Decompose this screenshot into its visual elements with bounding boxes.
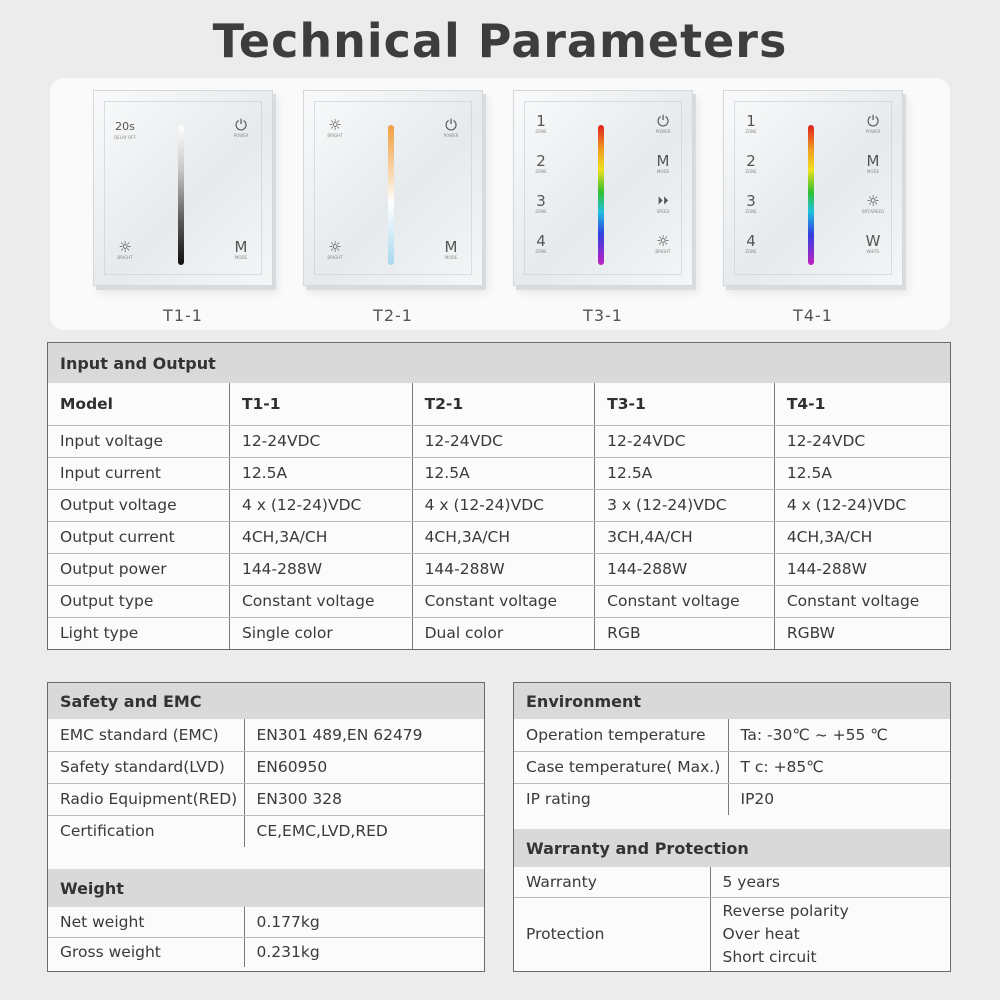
table-cell: CE,EMC,LVD,RED bbox=[244, 815, 484, 847]
table-cell: 0.231kg bbox=[244, 937, 484, 967]
row-label: Certification bbox=[60, 822, 155, 841]
product-panel-t2 bbox=[303, 90, 483, 286]
table-row bbox=[514, 719, 950, 751]
product-label-t1: T1-1 bbox=[163, 306, 203, 325]
environment-warranty-section bbox=[513, 682, 951, 972]
product-label-t2: T2-1 bbox=[373, 306, 413, 325]
table-cell: 0.177kg bbox=[244, 907, 484, 937]
mode-button: M MODE bbox=[866, 152, 880, 174]
table-row bbox=[48, 815, 484, 847]
table-cell: EN301 489,EN 62479 bbox=[244, 719, 484, 751]
table-row bbox=[48, 457, 950, 489]
table-row bbox=[48, 751, 484, 783]
timer-button: 20s DELAY OFF bbox=[114, 120, 136, 140]
table-cell: 4 x (12-24)VDC bbox=[229, 489, 412, 521]
mode-button: M MODE bbox=[656, 152, 670, 174]
protection-list bbox=[710, 897, 950, 971]
table-cell: 4 x (12-24)VDC bbox=[412, 489, 595, 521]
table-cell: 3CH,4A/CH bbox=[595, 521, 775, 553]
row-label: Input voltage bbox=[48, 425, 229, 457]
safety-weight-section bbox=[47, 682, 485, 972]
column-header: T1-1 bbox=[229, 383, 412, 425]
row-label: Gross weight bbox=[60, 943, 161, 962]
table-cell: RGB bbox=[595, 617, 775, 649]
power-icon: ⏻ POWER bbox=[865, 112, 881, 134]
product-panel-t1 bbox=[93, 90, 273, 286]
product-panel-t3 bbox=[513, 90, 693, 286]
power-icon: ⏻ POWER bbox=[233, 116, 249, 138]
power-icon: ⏻ POWER bbox=[443, 116, 459, 138]
input-output-heading: Input and Output bbox=[48, 343, 950, 383]
table-row bbox=[48, 783, 484, 815]
white-button: W WHITE bbox=[865, 232, 881, 254]
rgb-slider bbox=[808, 125, 814, 265]
page-title: Technical Parameters bbox=[212, 14, 788, 68]
column-header: T4-1 bbox=[774, 383, 950, 425]
zone-2-button: 2 ZONE bbox=[535, 152, 547, 174]
warranty-heading: Warranty and Protection bbox=[514, 829, 950, 867]
table-cell: 12.5A bbox=[595, 457, 775, 489]
table-cell: 4CH,3A/CH bbox=[412, 521, 595, 553]
table-row bbox=[48, 585, 950, 617]
brightness-icon: ☼ BRIGHT bbox=[117, 238, 133, 260]
brightness-slider bbox=[178, 125, 184, 265]
table-cell: 12-24VDC bbox=[229, 425, 412, 457]
column-header: Model bbox=[48, 383, 229, 425]
table-row bbox=[514, 783, 950, 815]
brightness-speed-icon: ☼ BRT/SPEED bbox=[861, 192, 885, 214]
table-cell: 4 x (12-24)VDC bbox=[774, 489, 950, 521]
table-cell: EN300 328 bbox=[244, 783, 484, 815]
table-cell: 12-24VDC bbox=[412, 425, 595, 457]
power-icon: ⏻ POWER bbox=[655, 112, 671, 134]
row-label: Net weight bbox=[48, 907, 244, 937]
brightness-icon: ☼ BRIGHT bbox=[327, 116, 343, 138]
weight-table bbox=[48, 907, 484, 967]
table-cell: 144-288W bbox=[412, 553, 595, 585]
environment-heading: Environment bbox=[514, 683, 950, 719]
input-output-table bbox=[48, 383, 950, 649]
row-label: Output current bbox=[48, 521, 229, 553]
table-cell: T c: +85℃ bbox=[728, 751, 950, 783]
table-row bbox=[48, 553, 950, 585]
zone-1-button: 1 ZONE bbox=[745, 112, 757, 134]
table-cell: 144-288W bbox=[229, 553, 412, 585]
row-label: Safety standard(LVD) bbox=[48, 751, 244, 783]
protection-item: Reverse polarity bbox=[722, 901, 849, 920]
row-label: IP rating bbox=[526, 790, 591, 809]
table-cell: IP20 bbox=[728, 783, 950, 815]
table-cell: 3 x (12-24)VDC bbox=[595, 489, 775, 521]
row-label: Light type bbox=[60, 624, 139, 643]
table-cell: 4CH,3A/CH bbox=[229, 521, 412, 553]
mode-button: M MODE bbox=[444, 238, 458, 260]
protection-item: Short circuit bbox=[722, 947, 817, 966]
zone-1-button: 1 ZONE bbox=[535, 112, 547, 134]
table-cell: Constant voltage bbox=[229, 585, 412, 617]
table-cell: Constant voltage bbox=[412, 585, 595, 617]
table-row bbox=[48, 617, 950, 649]
table-cell: Constant voltage bbox=[774, 585, 950, 617]
zone-4-button: 4 ZONE bbox=[535, 232, 547, 254]
table-cell: 12-24VDC bbox=[774, 425, 950, 457]
dim-icon: ☼ BRIGHT bbox=[327, 238, 343, 260]
speed-icon: ⏵⏵ SPEED bbox=[656, 194, 670, 214]
table-header-row bbox=[48, 383, 950, 425]
table-cell: Constant voltage bbox=[595, 585, 775, 617]
table-cell: 5 years bbox=[710, 867, 950, 897]
row-label: Protection bbox=[526, 925, 605, 944]
row-label: Warranty bbox=[514, 867, 710, 897]
table-cell: 12-24VDC bbox=[595, 425, 775, 457]
table-row bbox=[48, 489, 950, 521]
table-cell: Single color bbox=[229, 617, 412, 649]
row-label: Case temperature( Max.) bbox=[514, 751, 728, 783]
protection-item: Over heat bbox=[722, 924, 800, 943]
row-label: Output power bbox=[48, 553, 229, 585]
row-label: Output voltage bbox=[48, 489, 229, 521]
table-row bbox=[48, 521, 950, 553]
safety-heading: Safety and EMC bbox=[48, 683, 484, 719]
table-cell: 144-288W bbox=[774, 553, 950, 585]
environment-table bbox=[514, 719, 950, 815]
warranty-table bbox=[514, 867, 950, 971]
table-row bbox=[48, 937, 484, 967]
table-cell: 4CH,3A/CH bbox=[774, 521, 950, 553]
product-label-t4: T4-1 bbox=[793, 306, 833, 325]
color-temp-slider bbox=[388, 125, 394, 265]
column-header: T3-1 bbox=[595, 383, 775, 425]
table-cell: Dual color bbox=[412, 617, 595, 649]
product-label-t3: T3-1 bbox=[583, 306, 623, 325]
table-row bbox=[48, 719, 484, 751]
zone-3-button: 3 ZONE bbox=[745, 192, 757, 214]
table-row bbox=[514, 897, 950, 971]
brightness-icon: ☼ BRIGHT bbox=[655, 232, 671, 254]
table-cell: 12.5A bbox=[412, 457, 595, 489]
safety-table bbox=[48, 719, 484, 847]
row-label: Input current bbox=[48, 457, 229, 489]
product-panel-t4 bbox=[723, 90, 903, 286]
zone-4-button: 4 ZONE bbox=[745, 232, 757, 254]
table-row bbox=[514, 867, 950, 897]
row-label: EMC standard (EMC) bbox=[48, 719, 244, 751]
table-cell: RGBW bbox=[774, 617, 950, 649]
zone-3-button: 3 ZONE bbox=[535, 192, 547, 214]
rgb-slider bbox=[598, 125, 604, 265]
weight-heading: Weight bbox=[48, 869, 484, 907]
mode-button: M MODE bbox=[234, 238, 248, 260]
column-header: T2-1 bbox=[412, 383, 595, 425]
table-cell: 12.5A bbox=[229, 457, 412, 489]
table-cell: 144-288W bbox=[595, 553, 775, 585]
row-label: Operation temperature bbox=[514, 719, 728, 751]
product-gallery bbox=[50, 78, 950, 330]
table-cell: 12.5A bbox=[774, 457, 950, 489]
table-cell: Ta: -30℃ ~ +55 ℃ bbox=[728, 719, 950, 751]
input-output-section bbox=[47, 342, 951, 650]
table-row bbox=[48, 425, 950, 457]
row-label: Output type bbox=[48, 585, 229, 617]
table-row bbox=[514, 751, 950, 783]
table-row bbox=[48, 907, 484, 937]
row-label: Radio Equipment(RED) bbox=[48, 783, 244, 815]
table-cell: EN60950 bbox=[244, 751, 484, 783]
zone-2-button: 2 ZONE bbox=[745, 152, 757, 174]
